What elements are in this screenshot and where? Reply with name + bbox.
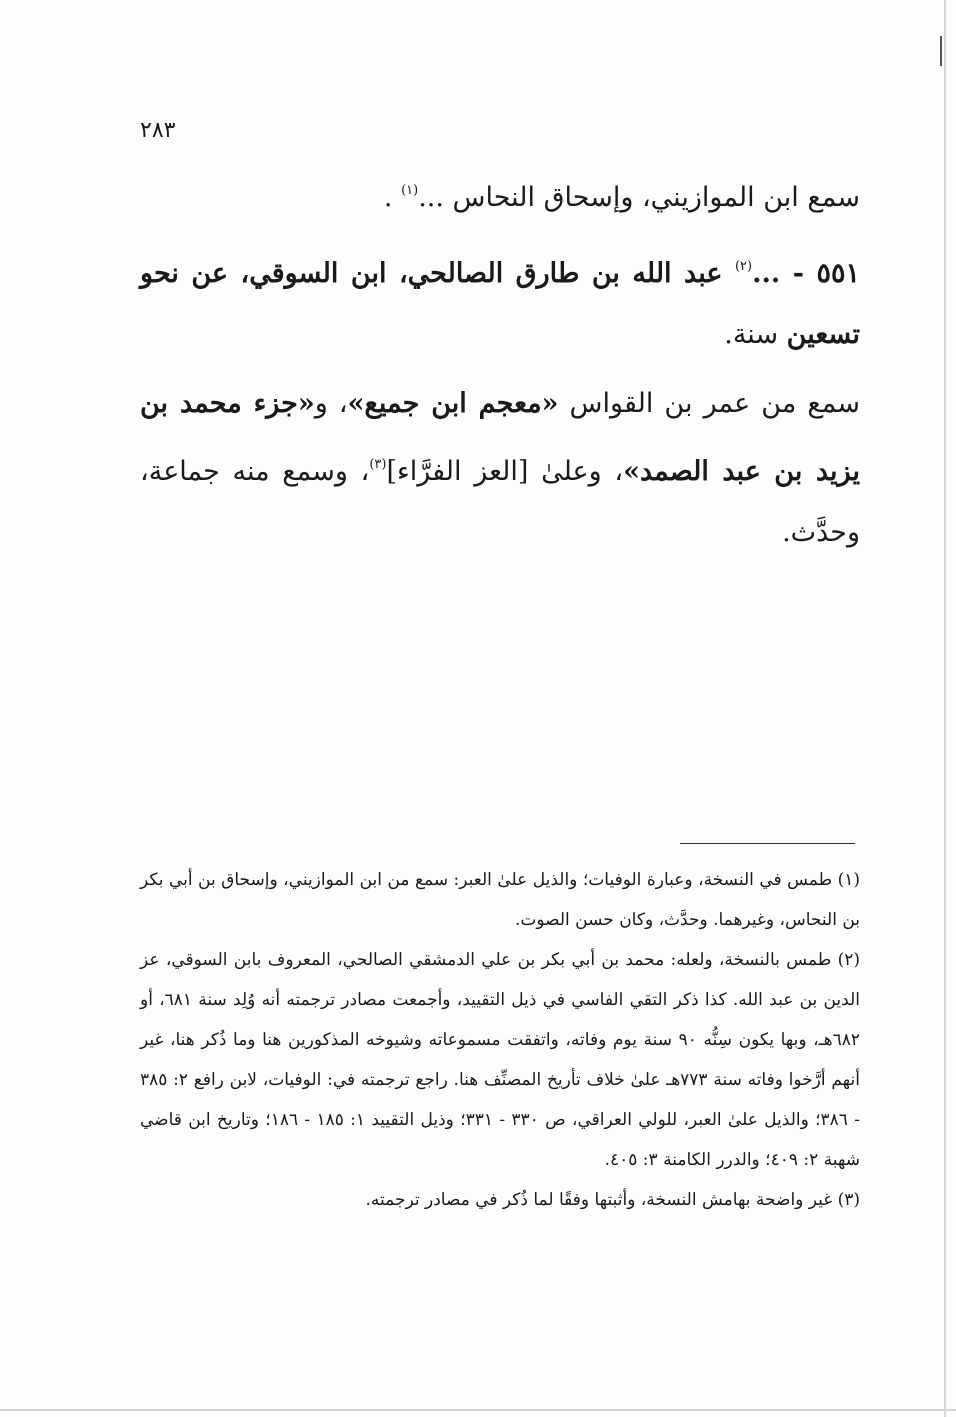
entry-551: [140, 236, 860, 365]
p3-d: ، وسمع منه جماعة، وحدَّث.: [140, 456, 860, 548]
page-edge-right: [944, 0, 946, 1417]
entry-age: سنة.: [724, 319, 787, 350]
p1-end: .: [383, 182, 402, 213]
p3-c: ، وعلىٰ [العز الفرَّاء]: [386, 456, 624, 487]
edge-mark: [940, 36, 942, 66]
p3-b: ، و: [314, 388, 348, 419]
book-title-2: «جزء محمد بن يزيد بن عبد الصمد»: [140, 388, 860, 487]
footnote-2: (٢) طمس بالنسخة، ولعله: محمد بن أبي بكر بن علي الدمشقي الصالحي، المعروف بابن السوقي، عز الدين بن عبد الله. كذا ذكر التقي الفاسي في ذيل التقييد، وأجمعت مصادر ترجمته أنه وُلِد سنة ٦٨١، أو ٦٨٢هـ، وبها يكون سِنُّه ٩٠ سنة يوم وفاته، واتفقت مسموعاته وشيوخه المذكورين هنا وما ذُكر هنا، غير أنهم أرَّخوا وفاته سنة ٧٧٣هـ علىٰ خلاف تأريخ المصنِّف هنا. راجع ترجمته في: الوفيات، لابن رافع ٢: ٣٨٥ - ٣٨٦؛ والذيل علىٰ العبر، للولي العراقي، ص ٣٣٠ - ٣٣١؛ وذيل التقييد ١: ١٨٥ - ١٨٦؛ وتاريخ ابن قاضي شهبة ٢: ٤٠٩؛ والدرر الكامنة ٣: ٤٠٥.: [140, 950, 860, 1170]
entry-number: ٥٥١ - ...: [752, 258, 860, 289]
footnote-separator: [680, 843, 855, 844]
footnote-ref-3: (٣): [369, 457, 387, 472]
footnote-ref-1: (١): [401, 183, 419, 198]
footnotes: [140, 860, 860, 1220]
paragraph-3: [140, 373, 860, 563]
entry-name: عبد الله بن طارق الصالحي، ابن السوقي، عن نحو تسعين: [140, 258, 860, 350]
footnote-3: (٣) غير واضحة بهامش النسخة، وأثبتها وفقًا لما ذُكر في مصادر ترجمته.: [365, 1190, 860, 1210]
p1-text: سمع ابن الموازيني، وإسحاق النحاس ...: [418, 182, 860, 213]
p3-a: سمع من عمر بن القواس: [558, 388, 861, 419]
footnote-ref-2: (٢): [734, 259, 753, 274]
book-title-1: «معجم ابن جميع»: [347, 388, 559, 419]
page-number: ٢٨٣: [140, 118, 176, 143]
paragraph-1: [140, 160, 860, 228]
main-text: [140, 160, 860, 563]
footnote-1: (١) طمس في النسخة، وعبارة الوفيات؛ والذيل علىٰ العبر: سمع من ابن الموازيني، وإسحاق بن أبي بكر بن النحاس، وغيرهما. وحدَّث، وكان حسن الصوت.: [140, 870, 860, 930]
page-edge-bottom: [0, 1409, 956, 1411]
